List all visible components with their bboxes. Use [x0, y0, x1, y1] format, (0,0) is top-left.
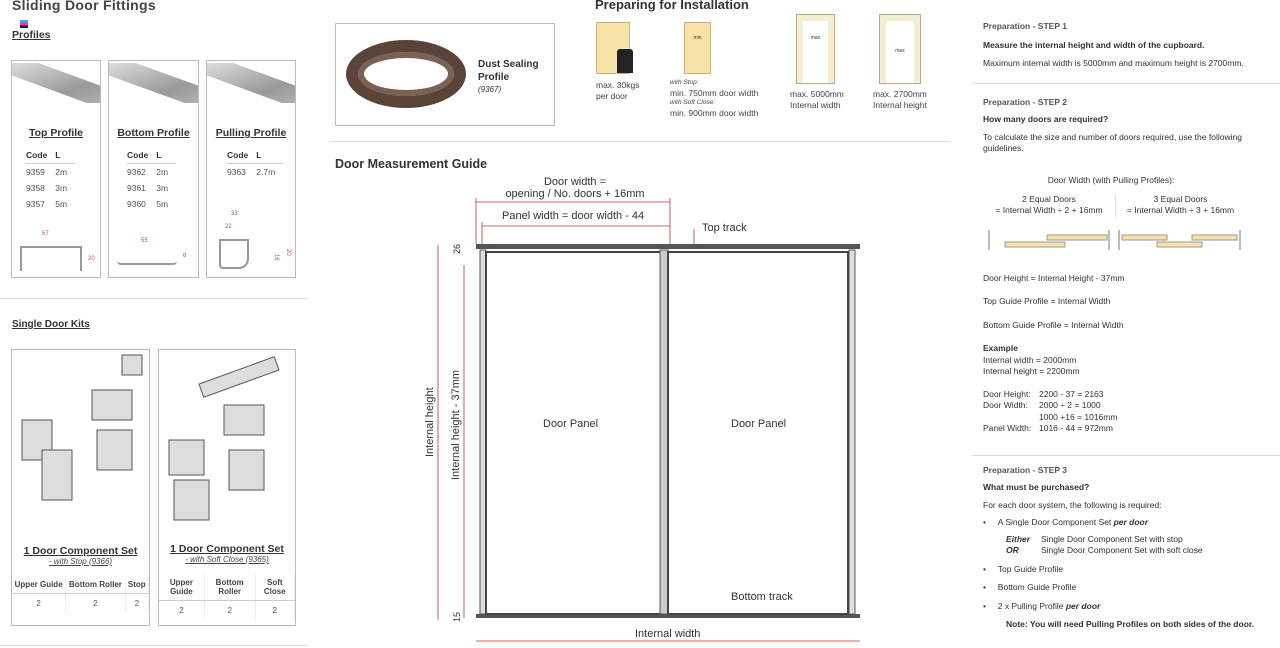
dim-label: 22 — [225, 224, 232, 230]
kits-heading: Single Door Kits — [12, 319, 90, 330]
pulling-profile-card — [206, 60, 296, 278]
profiles-heading: Profiles — [12, 29, 51, 41]
page-title: Sliding Door Fittings — [12, 0, 156, 13]
top-profile-image — [12, 63, 100, 113]
dim-label: 20 — [285, 249, 291, 256]
internal-width-label: Internal width — [635, 628, 701, 640]
dim-bottom-label: 15 — [452, 611, 462, 622]
card-title: Pulling Profile — [215, 127, 287, 139]
frame-height-icon: max — [880, 15, 920, 83]
dim-top-label: 26 — [452, 243, 462, 254]
dust-seal-card — [335, 23, 555, 126]
formulas: Door Height = Internal Height - 37mm Top Guide Profile = Internal Width Bottom Guide Profile = Internal Width Example Internal width = 2000mm Internal height = 2200mm Door Height: 2200 - 37 = 2163 Door Width: 2000 ÷ 2 = 1000 1000 +16 = 1016mm Panel Width: 1016 - 44 = 972mm — [983, 273, 1125, 434]
dim-label: 57 — [42, 231, 49, 237]
prep-internal-height: max. 2700mm Internal height — [873, 89, 927, 111]
bottom-profile-image — [109, 63, 198, 113]
dim-label: 55 — [141, 238, 148, 244]
seal-name: Dust Sealing Profile — [478, 59, 539, 83]
color-swatch-icon — [20, 20, 28, 28]
kit-table: Upper Guide Bottom Roller Soft Close 2 2 2 — [159, 574, 295, 620]
divider — [330, 141, 950, 142]
profile-table: Code L 9362 2m 9361 3m 9360 5m — [127, 147, 176, 212]
door-width-title: Door Width (with Pulling Profiles): — [1047, 175, 1175, 185]
door-weight-icon — [596, 22, 630, 74]
step-1: Preparation - STEP 1 Measure the internal height and width of the cupboard. Maximum internal width is 5000mm and maximum height is 2700mm. — [983, 21, 1244, 68]
divider — [0, 298, 308, 299]
pulling-profile-section-drawing — [219, 239, 249, 269]
top-profile-card — [11, 60, 101, 278]
door-measurement-diagram — [420, 170, 870, 648]
door-overlap-diagrams — [985, 230, 1245, 254]
door-panel-left-label: Door Panel — [543, 418, 599, 430]
card-title: Bottom Profile — [117, 127, 190, 139]
bottom-track-label: Bottom track — [731, 591, 793, 603]
profile-table: Code L 9359 2m 9358 3m 9357 5m — [26, 147, 75, 212]
frame-width-icon: max — [797, 15, 834, 83]
card-title: 1 Door Component Set — [23, 545, 138, 557]
card-title: Top Profile — [28, 127, 84, 139]
card-subtitle: - with Soft Close (9365) — [185, 555, 269, 564]
dust-seal-image — [346, 40, 466, 108]
dim-label: 16 — [273, 254, 279, 261]
door-min-width-icon: min — [684, 22, 711, 74]
prep-heading: Preparing for Installation — [595, 0, 749, 12]
two-doors-formula: 2 Equal Doors = Internal Width ÷ 2 + 16mm — [995, 194, 1103, 216]
kit-card-stop — [11, 349, 150, 626]
bottom-profile-section-drawing — [117, 259, 177, 265]
dim-label: 6 — [183, 253, 187, 259]
step-2: Preparation - STEP 2 How many doors are required? To calculate the size and number of doors required, use the following guidelines. — [983, 97, 1242, 154]
step-3: Preparation - STEP 3 What must be purchased? For each door system, the following is required: • A Single Door Component Set per door Either Single Door Component Set with stop OR Single Door Component Set with soft close • Top Guide Profile • Bottom Guide Profile • 2 x Pulling Profile per door Note: You will need Pulling Profiles on both sides of the door. — [983, 465, 1255, 630]
kit-table: Upper Guide Bottom Roller Stop 2 2 2 — [12, 576, 149, 613]
bottom-profile-card — [108, 60, 199, 278]
dim-label: 33 — [231, 211, 238, 217]
door-width-formula: Door width = opening / No. doors + 16mm — [505, 176, 645, 201]
prep-door-width: with Stop: min. 750mm door width with Soft Close: min. 900mm door width — [670, 79, 759, 118]
divider — [0, 645, 308, 646]
dim-label: 20 — [88, 256, 95, 262]
top-profile-section-drawing — [20, 246, 82, 271]
divider — [972, 83, 1280, 84]
card-subtitle: - with Stop (9366) — [48, 557, 113, 566]
guide-heading: Door Measurement Guide — [335, 157, 488, 171]
card-title: 1 Door Component Set — [170, 543, 284, 555]
divider — [972, 455, 1280, 456]
component-set-image — [12, 350, 149, 530]
prep-weight: max. 30kgs per door — [596, 80, 640, 102]
panel-width-formula: Panel width = door width - 44 — [502, 210, 645, 222]
component-set-image — [159, 350, 295, 528]
door-panel-right-label: Door Panel — [731, 418, 787, 430]
top-track-label: Top track — [702, 222, 747, 234]
prep-internal-width: max. 5000mm Internal width — [790, 89, 844, 111]
three-doors-formula: 3 Equal Doors = Internal Width ÷ 3 + 16mm — [1115, 194, 1245, 217]
pulling-profile-image — [207, 63, 295, 113]
seal-code: (9367) — [478, 85, 502, 94]
internal-height-label: Internal height — [424, 387, 436, 457]
profile-table: Code L 9363 2.7m — [227, 147, 283, 180]
internal-height-37-label: Internal height - 37mm — [450, 369, 462, 480]
kit-card-soft-close — [158, 349, 296, 626]
